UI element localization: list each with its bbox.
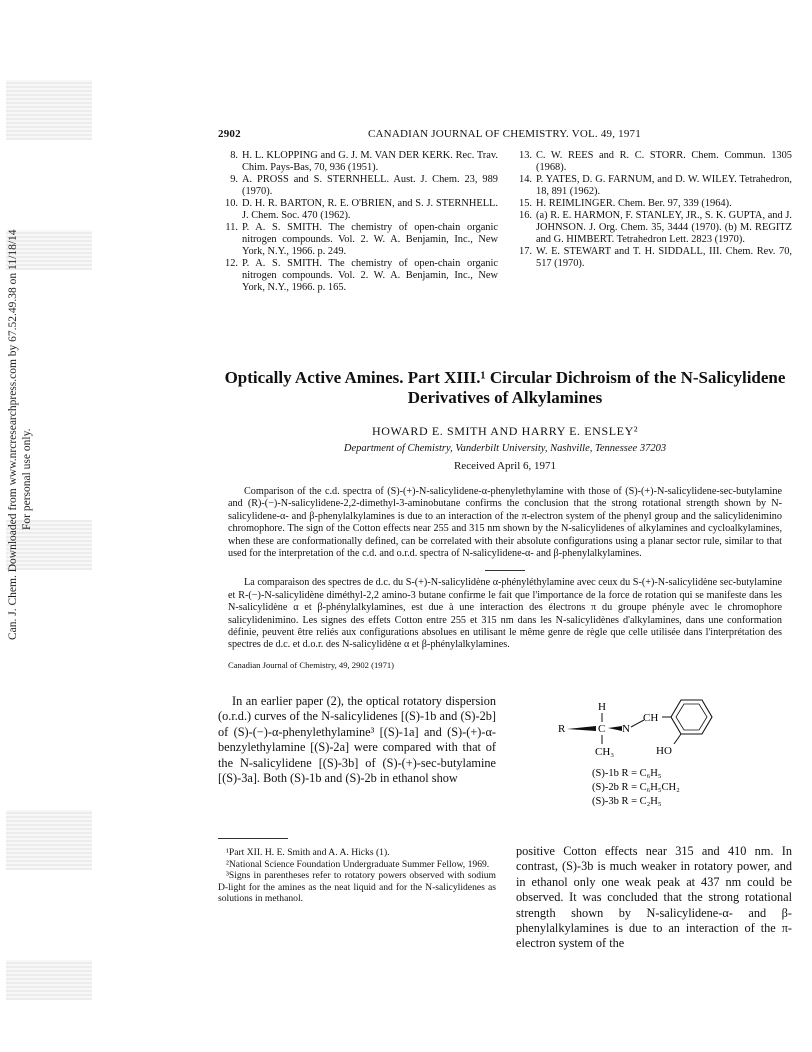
reference-text: D. H. R. BARTON, R. E. O'BRIEN, and S. J. STERNHELL. J. Chem. Soc. 470 (1962). [242,198,498,221]
body-column-left [218,694,496,952]
abstract-english: Comparison of the c.d. spectra of (S)-(+)-N-salicylidene-α-phenylethylamine with those of (S)-(+)-N-salicylidene-sec-butylamine and (R)-(−)-N-salicylidene-2,2-dimethyl-3-aminobutane confirms the conclusion that the strong rotational strength shown by N-salicylidene-α- and β-phenylalkylamines is due to an interaction of the π-electron system of the phenyl group and the salicylidenimino chromophore. The sign of the Cotton effects near 255 and 315 nm shown by the N-salicylidenes of alkylamines and cycloalkylamines, when these are conformationally defined, can be correlated with their absolute configurations using a planar sector rule, similar to that used for the interpretation of the c.d. and o.r.d. spectra of N-salicylidene-α- and β-phenylalkylamines. [228,486,782,560]
body-column-right [516,694,792,952]
reference-number: 15. [519,198,532,209]
compound-label: (S)-3b R = C₂H₅ [592,795,662,807]
body-paragraph: positive Cotton effects near 315 and 410 nm. In contrast, (S)-3b is much weaker in rotatory power, and in ethanol only one weak peak at 437 nm could be observed. It was concluded that the strong rotational strength shown by N-salicylidene-α- and β-phenylalkylamines is due to an interaction of the π-electron system of the [516,843,792,951]
structure-r-label: R [558,722,566,735]
reference-text: P. A. S. SMITH. The chemistry of open-chain organic nitrogen compounds. Vol. 2. W. A. Benjamin, Inc., New York, N.Y., 1966. p. 165. [242,258,498,293]
reference-item [512,210,792,246]
reference-text: H. L. KLOPPING and G. J. M. VAN DER KERK. Rec. Trav. Chim. Pays-Bas, 70, 936 (1951). [242,150,498,173]
compound-label: (S)-2b R = C₆H₅CH₂ [592,781,680,793]
structure-n-label: N [622,722,630,735]
footnotes [218,847,496,904]
footnote-divider [218,838,288,839]
reference-number: 9. [230,174,238,185]
footnote: ²National Science Foundation Undergraduate Summer Fellow, 1969. [226,858,490,870]
journal-title: CANADIAN JOURNAL OF CHEMISTRY. VOL. 49, 1971 [368,128,641,140]
journal-citation: Canadian Journal of Chemistry, 49, 2902 (1971) [228,659,395,670]
reference-number: 8. [230,150,238,161]
abstract-french: La comparaison des spectres de d.c. du S-(+)-N-salicylidène α-phényléthylamine avec ceux du S-(+)-N-salicylidène sec-butylamine et R-(−)-N-salicylidène diméthyl-2,2 amino-3 butane confirme le fait que l'importance de la force de rotation qui se manifeste dans les N-salicylidène α et β-phénylalkylamines, est due à une interaction des électrons π du groupe phényle avec le chromophore salicylidenimino. Les signes des effets Cotton entre 255 et 315 nm dans les N-salicylidènes d'alkylamines, dans une conformation définie, peuvent être reliés aux configurations absolues en utilisant le même genre de règle que celle utilisée dans l'interprétation des spectres de d.c. et d.o.r. des N-salicylidène α et β-phénylalkylamines. [228,577,782,651]
reference-text: (a) R. E. HARMON, F. STANLEY, JR., S. K. GUPTA, and J. JOHNSON. J. Org. Chem. 35, 3444 (1970). (b) M. REGITZ and G. HIMBERT. Tetrahedron Lett. 2823 (1970). [536,210,792,245]
reference-number: 12. [225,258,238,269]
scan-artifact [6,810,92,870]
reference-list [218,150,792,294]
footnote: ¹Part XII. H. E. Smith and A. A. Hicks (1). [226,847,390,859]
chemical-structure-figure [516,694,792,844]
structure-h-label: H [598,700,606,713]
reference-text: P. YATES, D. G. FARNUM, and D. W. WILEY. Tetrahedron, 18, 891 (1962). [536,174,792,197]
download-notice-line1: Can. J. Chem. Downloaded from www.nrcresearchpress.com by 67.52.49.38 on 11/18/14 [7,229,19,640]
reference-item [512,150,792,174]
page-number: 2902 [218,128,241,140]
reference-number: 16. [519,210,532,221]
divider [485,570,525,571]
reference-item [218,174,498,198]
reference-item [512,174,792,198]
reference-text: A. PROSS and S. STERNHELL. Aust. J. Chem. 23, 989 (1970). [242,174,498,197]
reference-item [218,150,498,174]
reference-number: 10. [225,198,238,209]
reference-item [512,246,792,270]
reference-item [218,258,498,294]
reference-item [512,198,792,210]
author-affiliation: Department of Chemistry, Vanderbilt University, Nashville, Tennessee 37203 [343,443,667,454]
reference-item [218,198,498,222]
compound-label: (S)-1b R = C₆H₅ [592,767,662,779]
scan-artifact [6,960,92,1000]
article-authors: HOWARD E. SMITH AND HARRY E. ENSLEY² [371,424,639,438]
reference-column-left [218,150,498,294]
reference-item [218,222,498,258]
download-notice [6,229,34,640]
reference-number: 17. [519,246,532,257]
reference-text: W. E. STEWART and T. H. SIDDALL, III. Chem. Rev. 70, 517 (1970). [536,246,792,269]
structure-ho-label: HO [656,744,672,757]
reference-number: 11. [225,222,238,233]
scan-artifact [6,80,92,140]
download-notice-line2: For personal use only. [21,428,33,530]
received-date: Received April 6, 1971 [453,460,557,472]
reference-number: 13. [519,150,532,161]
footnote: ³Signs in parentheses refer to rotatory powers observed with sodium D-light for the amines as the neat liquid and for the N-salicylidenes as solutions in methanol. [218,870,496,904]
structure-ch-label: CH [643,711,659,724]
structure-ch3-label: CH₃ [595,745,615,758]
reference-text: C. W. REES and R. C. STORR. Chem. Commun. 1305 (1968). [536,150,792,173]
body-paragraph: In an earlier paper (2), the optical rotatory dispersion (o.r.d.) curves of the N-salicylidenes [(S)-1b and (S)-2b] of (S)-(−)-α-phenylethylamine³ [(S)-1a] and (S)-(+)-α-benzylethylamine [(S)-2a] were compared with that of the N-salicylidene [(S)-3b] of (S)-(+)-sec-butylamine [(S)-3a]. Both (S)-1b and (S)-2b in ethanol show [218,693,496,785]
article-title: Optically Active Amines. Part XIII.¹ Circular Dichroism of the N-Salicylidene Derivatives of Alkylamines [224,368,786,407]
article-body [218,694,792,952]
running-header [218,128,792,140]
reference-column-right [512,150,792,294]
reference-number: 14. [519,174,532,185]
reference-text: P. A. S. SMITH. The chemistry of open-chain organic nitrogen compounds. Vol. 2. W. A. Benjamin, Inc., New York, N.Y., 1966. p. 249. [242,222,498,257]
structure-c-label: C [598,722,606,735]
chemical-structure-diagram [516,694,792,844]
page [218,128,792,952]
reference-text: H. REIMLINGER. Chem. Ber. 97, 339 (1964). [536,198,732,209]
